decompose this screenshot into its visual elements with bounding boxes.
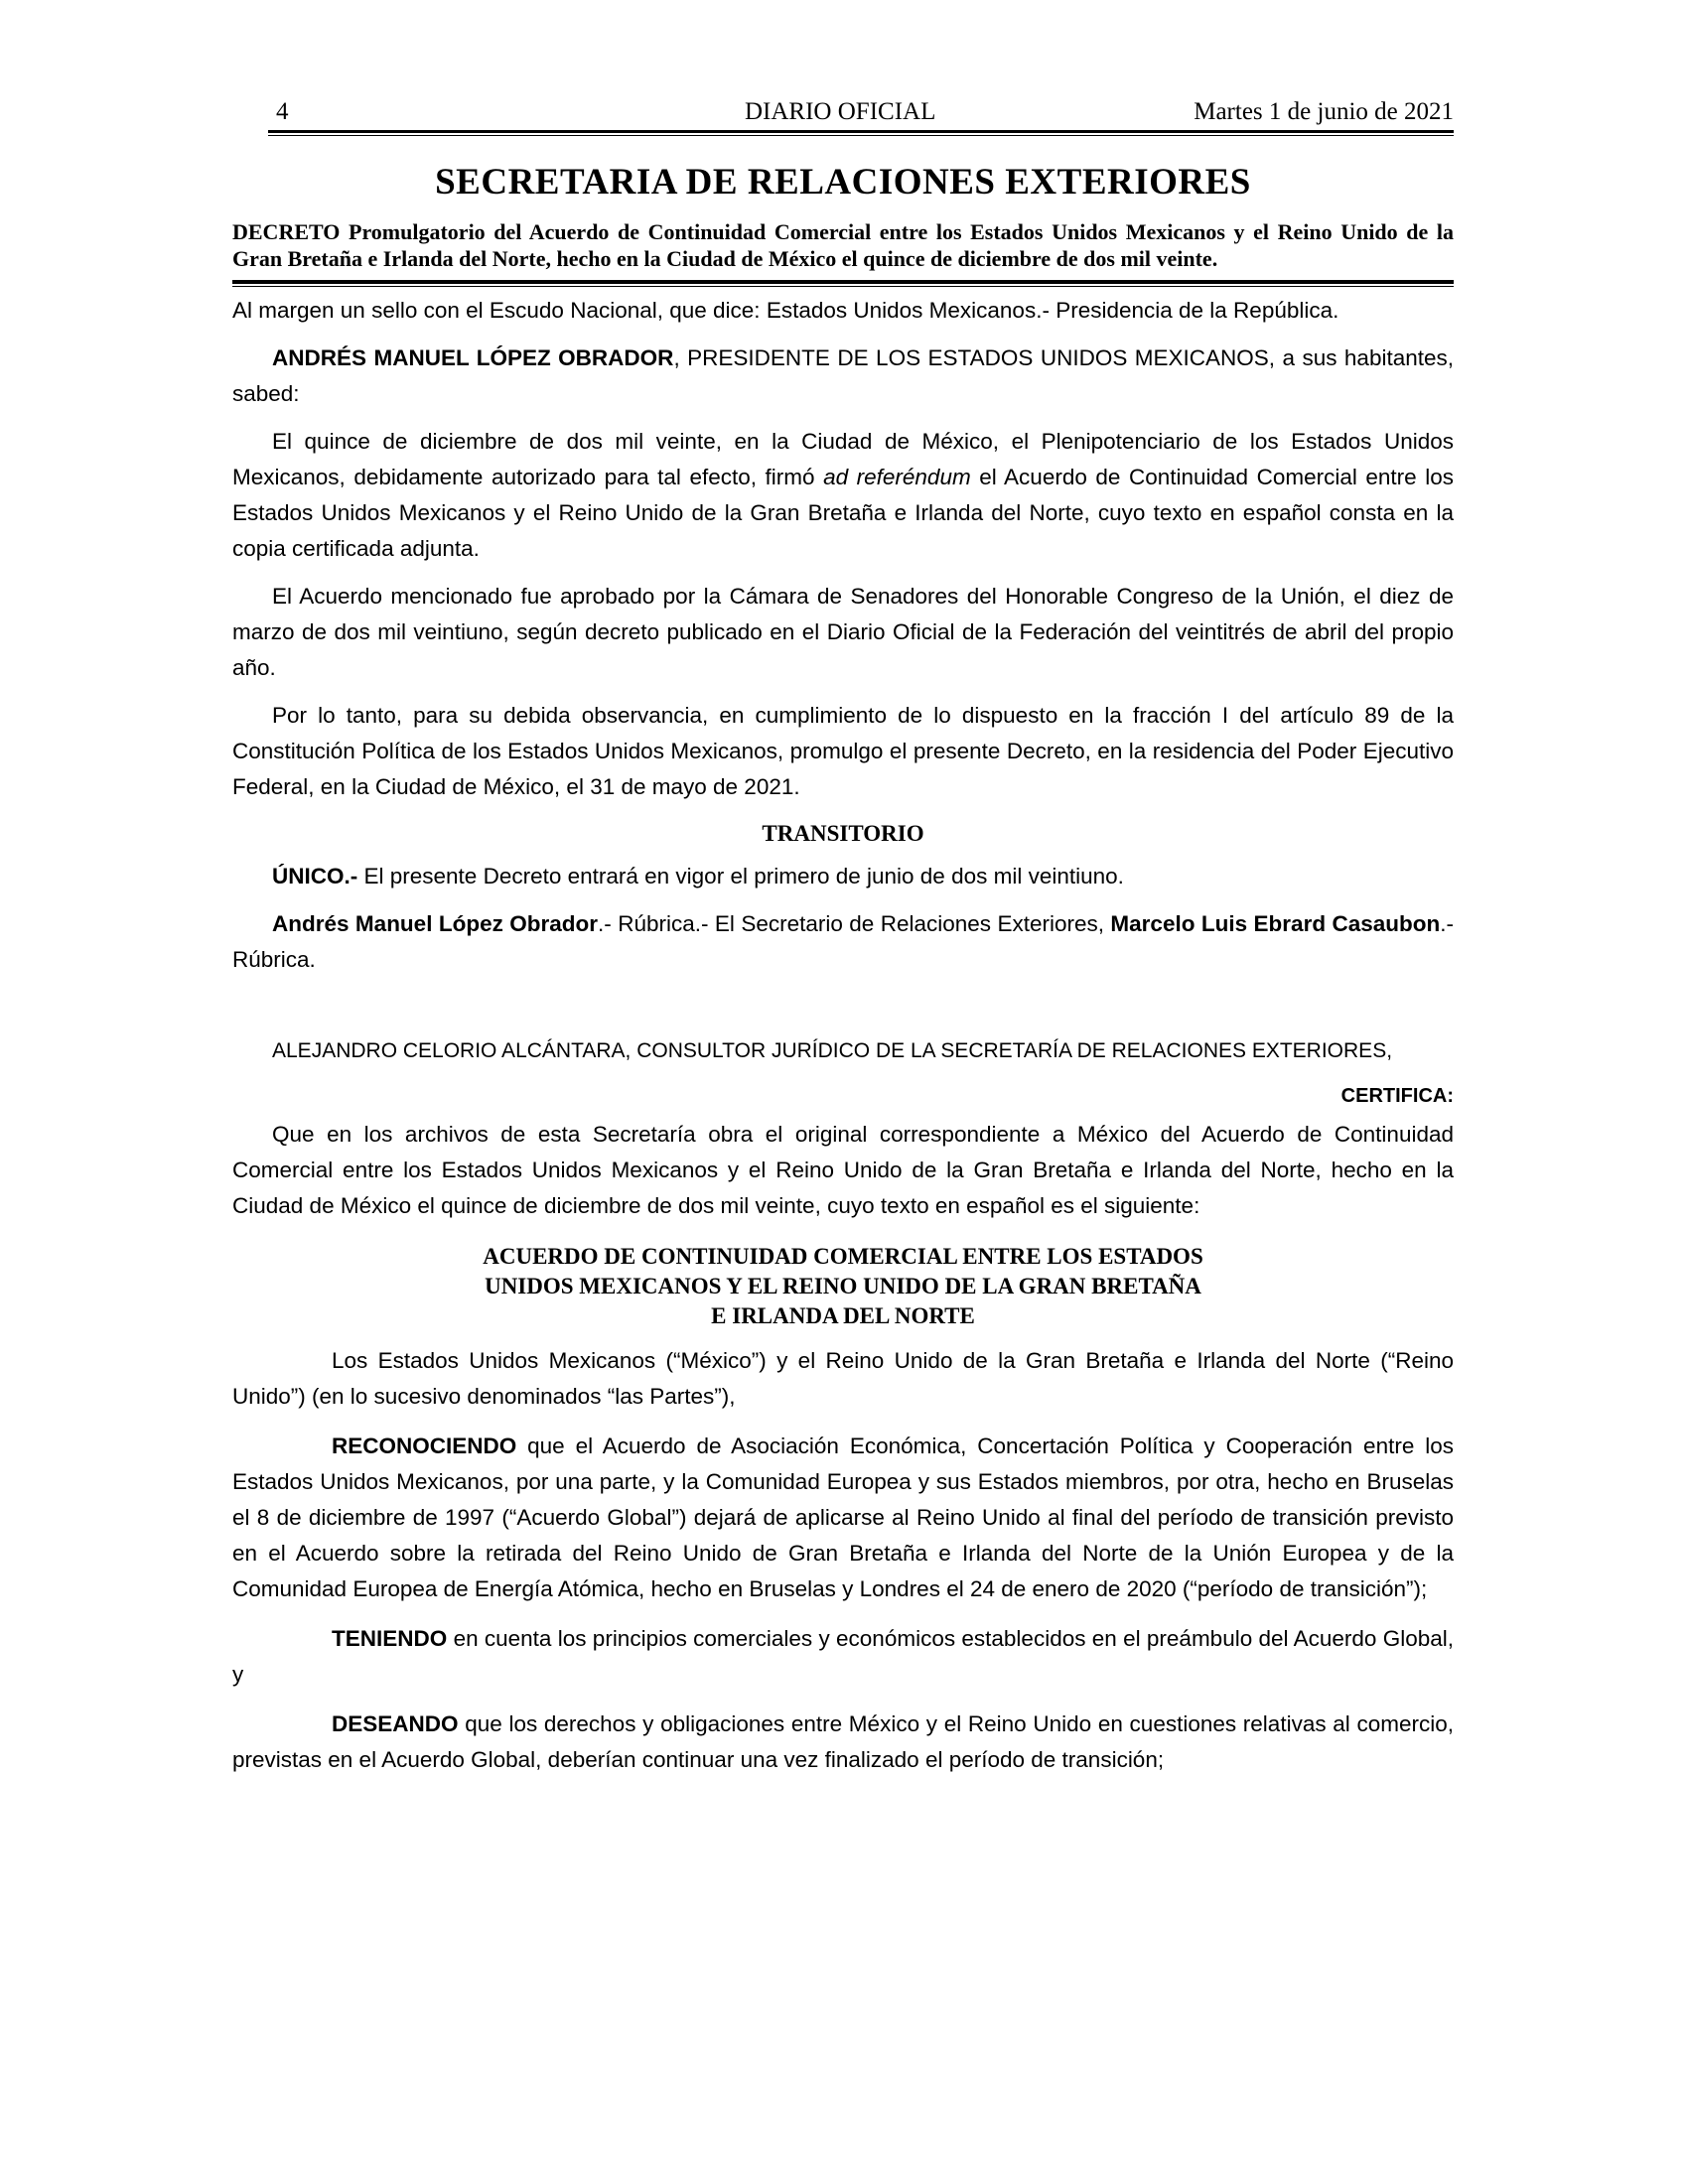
agreement-title-line1: ACUERDO DE CONTINUIDAD COMERCIAL ENTRE LOS ESTADOS [483, 1244, 1203, 1269]
paragraph-signing [232, 424, 1454, 567]
decree-title: DECRETO Promulgatorio del Acuerdo de Continuidad Comercial entre los Estados Unidos Mexicanos y el Reino Unido de la Gran Bretaña e Irlanda del Norte, hecho en la Ciudad de México el quince de diciembre de dos mil veinte. [232, 219, 1454, 271]
certifica-heading: CERTIFICA: [1340, 1085, 1454, 1107]
deseando-text: que los derechos y obligaciones entre México y el Reino Unido en cuestiones relativas al comercio, previstas en el Acuerdo Global, deberían continuar una vez finalizado el período de transición; [232, 1711, 1454, 1772]
president-intro [232, 341, 1454, 412]
signature-name-secretary: Marcelo Luis Ebrard Casaubon [1110, 911, 1441, 936]
transitorio-heading: TRANSITORIO [762, 821, 924, 846]
agreement-title-line3: E IRLANDA DEL NORTE [711, 1303, 975, 1328]
agreement-title [232, 1242, 1454, 1331]
reconociendo-label: RECONOCIENDO [332, 1433, 517, 1458]
president-intro-text: , PRESIDENTE DE LOS ESTADOS UNIDOS MEXICANOS, a sus habitantes, sabed: [232, 345, 1454, 406]
president-name: ANDRÉS MANUEL LÓPEZ OBRADOR [272, 345, 674, 370]
agreement-title-line2: UNIDOS MEXICANOS Y EL REINO UNIDO DE LA GRAN BRETAÑA [485, 1274, 1201, 1298]
parties-paragraph: Los Estados Unidos Mexicanos (“México”) y el Reino Unido de la Gran Bretaña e Irlanda del Norte (“Reino Unido”) (en lo sucesivo denominados “las Partes”), [232, 1348, 1454, 1409]
unico-label: ÚNICO.- [272, 864, 358, 888]
deseando-label: DESEANDO [332, 1711, 459, 1736]
unico-article [232, 859, 1454, 894]
certifica-text: Que en los archivos de esta Secretaría obra el original correspondiente a México del Acuerdo de Continuidad Comercial entre los Estados Unidos Mexicanos y el Reino Unido de la Gran Bretaña e Irlanda del Norte, hecho en la Ciudad de México el quince de diciembre de dos mil veinte, cuyo texto en español es el siguiente: [232, 1122, 1454, 1218]
section-heading: SECRETARIA DE RELACIONES EXTERIORES [435, 162, 1251, 203]
paragraph-approval: El Acuerdo mencionado fue aprobado por la Cámara de Senadores del Honorable Congreso de la Unión, el diez de marzo de dos mil veintiuno, según decreto publicado en el Diario Oficial de la Federación del veintitrés de abril del propio año. [232, 584, 1454, 680]
header-rule [268, 130, 1454, 136]
teniendo-label: TENIENDO [332, 1626, 448, 1651]
paragraph-signing-b: el Acuerdo de Continuidad Comercial entre los Estados Unidos Mexicanos y el Reino Unido de la Gran Bretaña e Irlanda del Norte, cuyo texto en español consta en la copia certificada adjunta. [232, 465, 1454, 561]
publication-name: DIARIO OFICIAL [745, 98, 936, 125]
unico-text: El presente Decreto entrará en vigor el primero de junio de dos mil veintiuno. [357, 864, 1124, 888]
page-number: 4 [276, 98, 289, 125]
teniendo-paragraph [232, 1621, 1454, 1693]
signature-end: .- Rúbrica. [232, 911, 1454, 972]
signature-line [232, 906, 1454, 978]
paragraph-signing-italic: ad referéndum [823, 465, 971, 489]
signature-mid: .- Rúbrica.- El Secretario de Relaciones Exteriores, [598, 911, 1111, 936]
document-body [232, 293, 1454, 1778]
reconociendo-text: que el Acuerdo de Asociación Económica, Concertación Política y Cooperación entre los Estados Unidos Mexicanos, por una parte, y la Comunidad Europea y sus Estados miembros, por otra, hecho en Bruselas el 8 de diciembre de 1997 (“Acuerdo Global”) dejará de aplicarse al Reino Unido al final del período de transición previsto en el Acuerdo sobre la retirada del Reino Unido de Gran Bretaña e Irlanda del Norte de la Unión Europea y de la Comunidad Europea de Energía Atómica, hecho en Bruselas y Londres el 24 de enero de 2020 (“período de transición”); [232, 1433, 1454, 1601]
signature-name-president: Andrés Manuel López Obrador [272, 911, 599, 936]
margin-note: Al margen un sello con el Escudo Nacional, que dice: Estados Unidos Mexicanos.- Presidencia de la República. [232, 298, 1339, 323]
publication-date: Martes 1 de junio de 2021 [1194, 98, 1454, 125]
consultor-statement: ALEJANDRO CELORIO ALCÁNTARA, CONSULTOR JURÍDICO DE LA SECRETARÍA DE RELACIONES EXTERIORES, [272, 1039, 1393, 1062]
deseando-paragraph [232, 1706, 1454, 1778]
document-page [232, 95, 1454, 1778]
title-rule [232, 280, 1454, 287]
paragraph-promulgation: Por lo tanto, para su debida observancia, en cumplimiento de lo dispuesto en la fracción I del artículo 89 de la Constitución Política de los Estados Unidos Mexicanos, promulgo el presente Decreto, en la residencia del Poder Ejecutivo Federal, en la Ciudad de México, el 31 de mayo de 2021. [232, 703, 1454, 799]
paragraph-signing-a: El quince de diciembre de dos mil veinte, en la Ciudad de México, el Plenipotenciario de los Estados Unidos Mexicanos, debidamente autorizado para tal efecto, firmó [232, 429, 1454, 489]
running-header [232, 95, 1454, 129]
reconociendo-paragraph [232, 1429, 1454, 1607]
teniendo-text: en cuenta los principios comerciales y económicos establecidos en el preámbulo del Acuerdo Global, y [232, 1626, 1454, 1687]
